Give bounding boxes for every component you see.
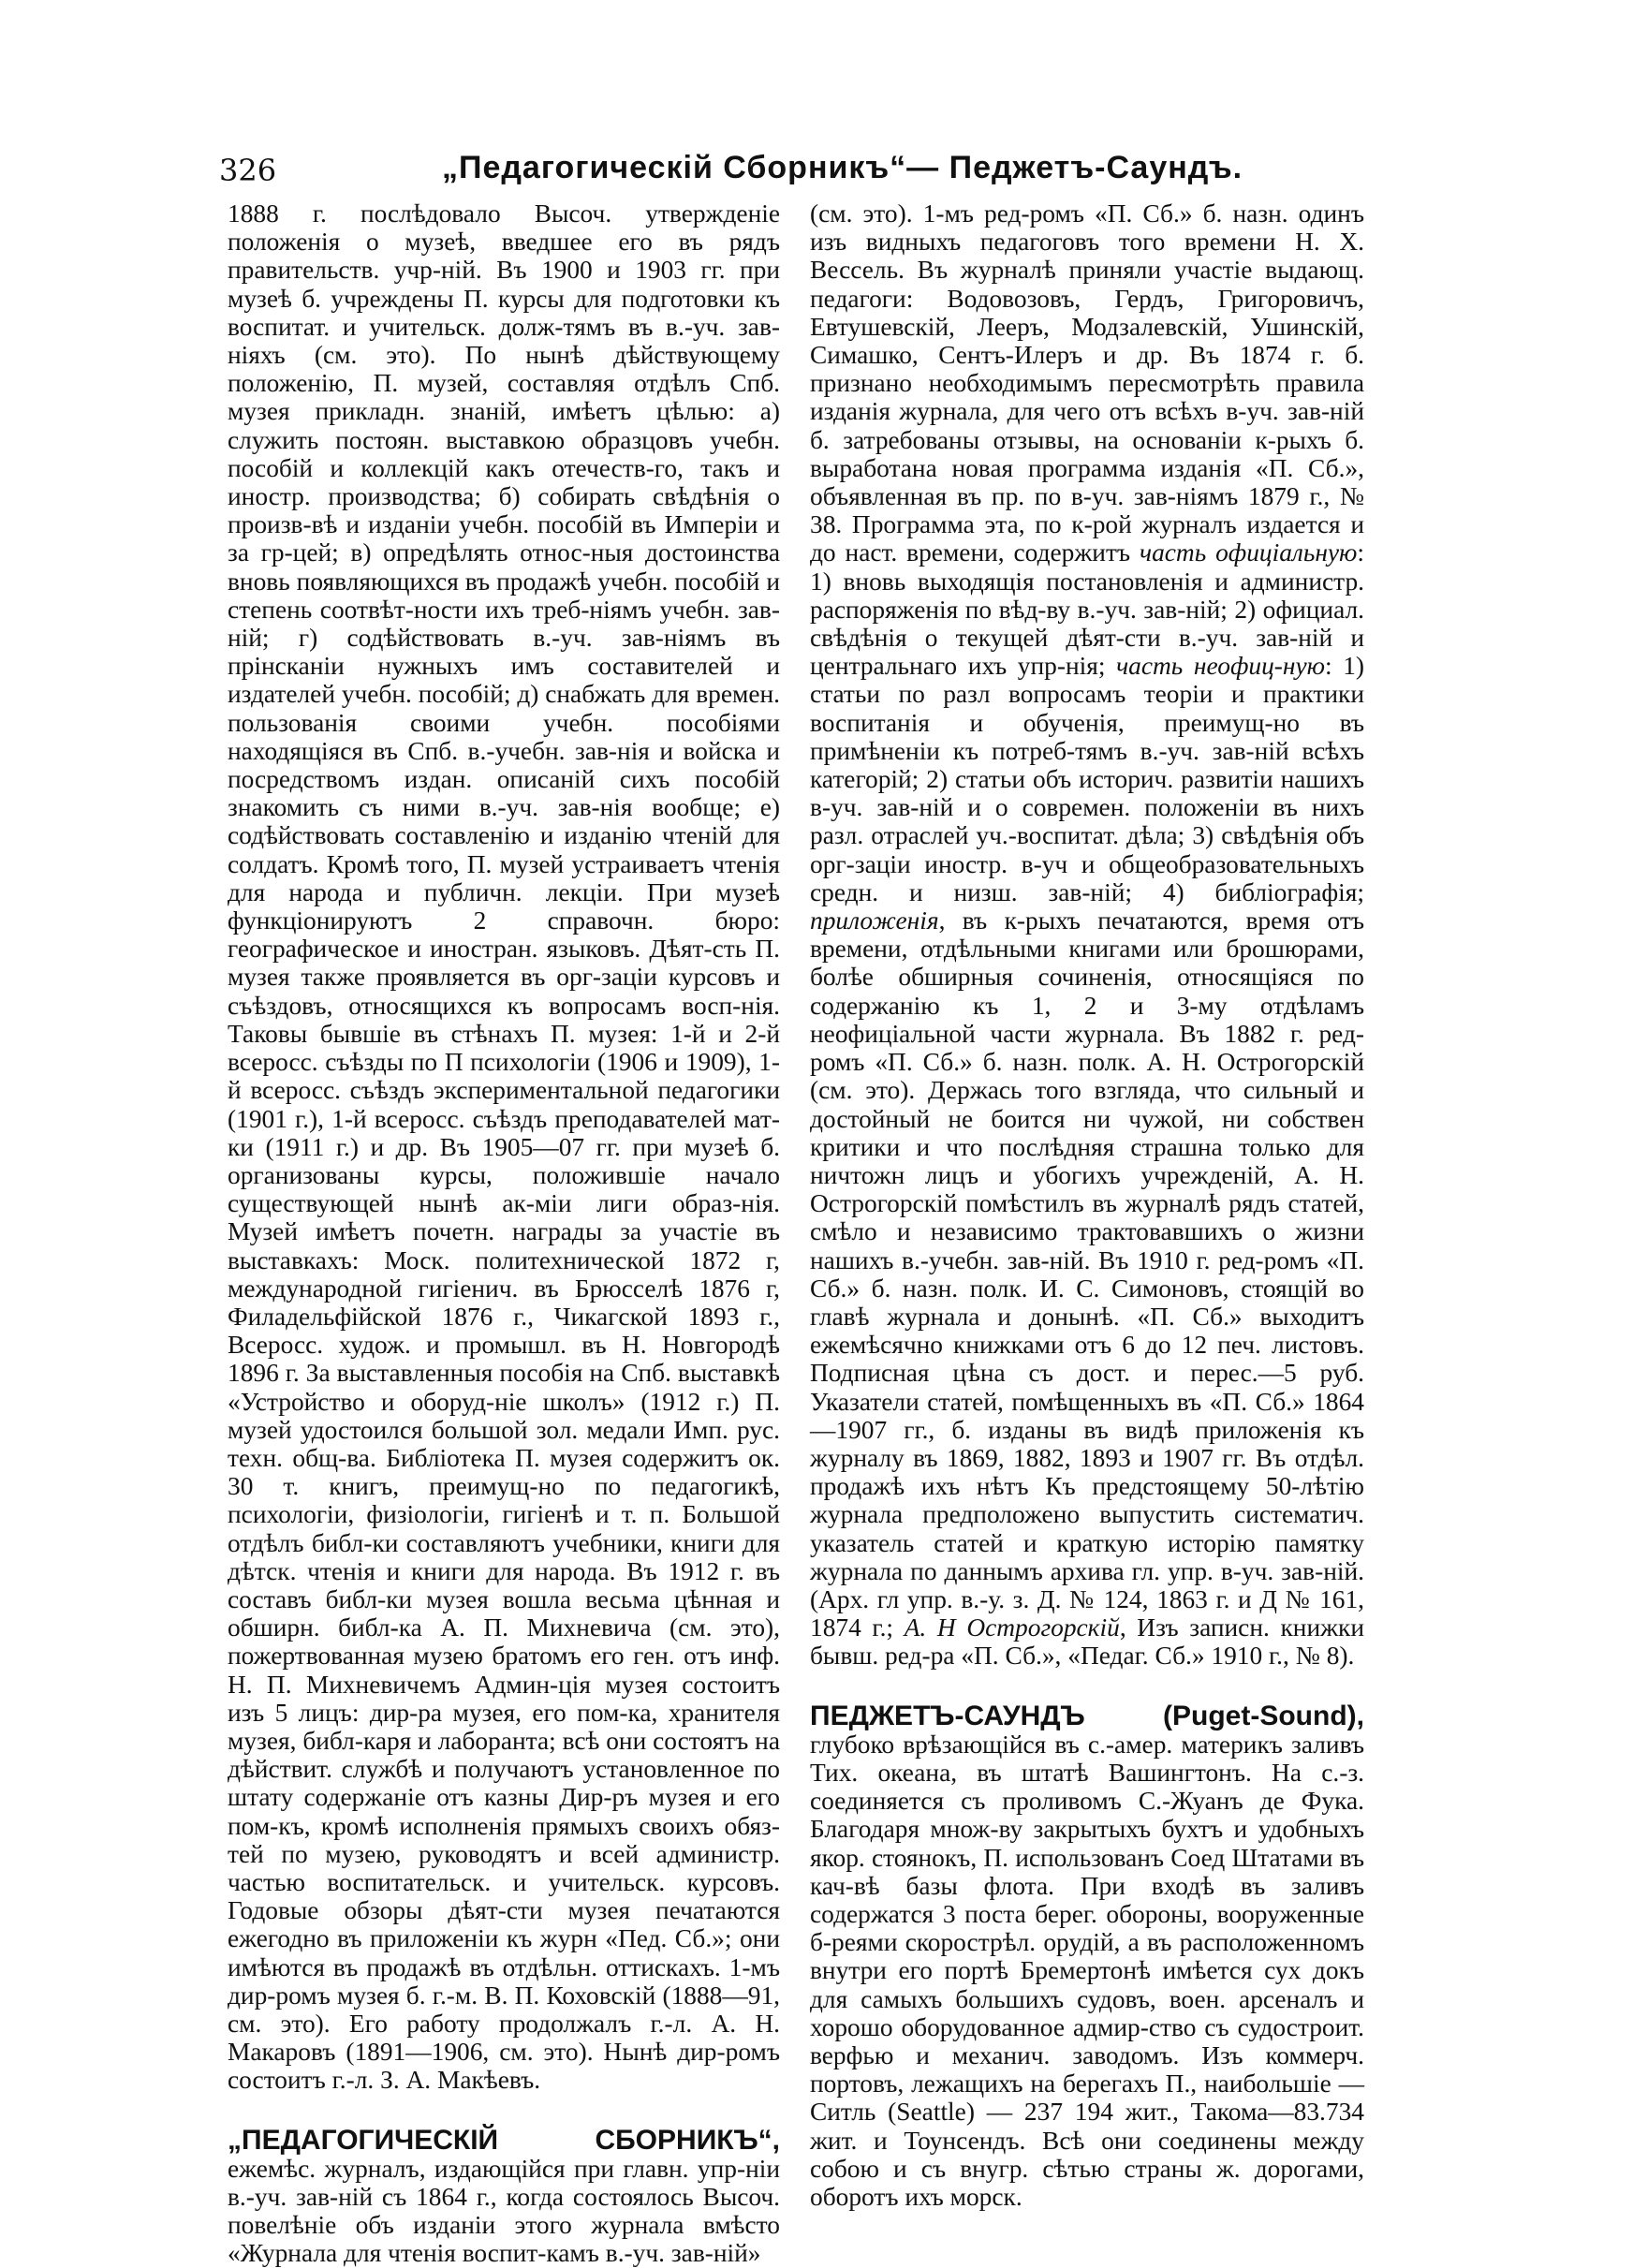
page-number: 326 (219, 153, 277, 188)
text-run: (см. это). 1-мъ ред-ромъ «П. Сб.» б. назн. одинъ изъ видныхъ педагоговъ того времени Н. Х. Вессель. Въ журналѣ приняли участіе выдающ. педагоги: Водовозовъ, Гердъ, Григоровичъ, Евтушевскій, Лееръ, Модзалевскій, Ушинскій, Симашко, Сентъ-Илеръ и др. Въ 1874 г. б. признано необходимымъ пересмотрѣть правила изданія журнала, для чего отъ всѣхъ в-уч. зав-ній б. затребованы отзывы, на основаніи к-рыхъ б. выработана новая программа изданія «П. Сб.», объявленная въ пр. по в-уч. зав-ніямъ 1879 г., № 38. Программа эта, по к-рой журналъ издается и до наст. времени, содержитъ (810, 199, 1364, 567)
article-puget-sound (810, 1702, 1364, 2212)
pedagogical-collection-continuation (810, 199, 1364, 1671)
right-column (810, 199, 1364, 2211)
headword-pedagogical-collection: „ПЕДАГОГИЧЕСКІЙ СБОРНИКЪ“, (228, 2124, 780, 2156)
italic-term: А. Н Острогорскій (904, 1613, 1120, 1642)
museum-article-continuation: 1888 г. послѣдовало Высоч. утвержденіе положенія о музеѣ, введшее его въ рядъ правительств. учр-ній. Въ 1900 и 1903 гг. при музеѣ б. учреждены П. курсы для подготовки къ воспитат. и учительск. долж-тямъ въ в.-уч. зав-ніяхъ (см. это). По нынѣ дѣйствующему положенію, П. музей, составляя отдѣлъ Спб. музея прикладн. знаній, имѣетъ цѣлью: а) служить постоян. выставкою образцовъ учебн. пособій и коллекцій какъ отечеств-го, такъ и иностр. производства; б) собирать свѣдѣнія о произв-вѣ и изданіи учебн. пособій въ Имперіи и за гр-цей; в) опредѣлять относ-ныя достоинства вновь появляющихся въ продажѣ учебн. пособій и степень соотвѣт-ности ихъ треб-ніямъ учебн. зав-ній; г) содѣйствовать в.-уч. зав-ніямъ въ прінсканіи нужныхъ имъ составителей и издателей учебн. пособій; д) снабжать для времен. пользованія своими учебн. пособіями находящіяся въ Спб. в.-учебн. зав-нія и войска и посредствомъ издан. описаній сихъ пособій знакомить съ ними в.-уч. зав-нія вообще; е) содѣйствовать составленію и изданію чтеній для солдатъ. Кромѣ того, П. музей устраиваетъ чтенія для народа и публичн. лекціи. При музеѣ функціонируютъ 2 справочн. бюро: географическое и иностран. языковъ. Дѣят-сть П. музея также проявляется въ орг-заціи курсовъ и съѣздовъ, относящихся къ вопросамъ восп-нія. Таковы бывшіе въ стѣнахъ П. музея: 1-й и 2-й всеросс. съѣзды по П психологіи (1906 и 1909), 1-й всеросс. съѣздъ экспериментальной педагогики (1901 г.), 1-й всеросс. съѣздъ преподавателей мат-ки (1911 г.) и др. Въ 1905—07 гг. при музеѣ б. организованы курсы, положившіе начало существующей нынѣ ак-міи лиги образ-нія. Музей имѣетъ почетн. награды за участіе въ выставкахъ: Моск. политехнической 1872 г, международной гигіенич. въ Брюсселѣ 1876 г, Филадельфійской 1876 г., Чикагской 1893 г., Всеросс. худож. и промышл. въ Н. Новгородѣ 1896 г. За выставленныя пособія на Спб. выставкѣ «Устройство и оборуд-ніе школъ» (1912 г.) П. музей удостоился большой зол. медали Имп. рус. техн. общ-ва. Библіотека П. музея содержитъ ок. 30 т. книгъ, преимущ-но по педагогикѣ, психологіи, физіологіи, гигіенѣ и т. п. Большой отдѣлъ библ-ки составляютъ учебники, книги для дѣтск. чтенія и книги для народа. Въ 1912 г. въ составъ библ-ки музея вошла весьма цѣнная и обширн. библ-ка А. П. Михневича (см. это), пожертвованная музею братомъ его ген. отъ инф. Н. П. Михневичемъ Админ-ція музея состоитъ изъ 5 лицъ: дир-ра музея, его пом-ка, хранителя музея, библ-каря и лаборанта; всѣ они состоятъ на дѣйствит. службѣ и получаютъ установленное по штату содержаніе отъ казны Дир-ръ музея и его пом-къ, кромѣ исполненія прямыхъ своихъ обяз-тей по музею, руководятъ и всей администр. частью воспитательск. и учительск. курсовъ. Годовые обзоры дѣят-сти музея печатаются ежегодно въ приложеніи къ журн «Пед. Сб.»; они имѣются въ продажѣ въ отдѣльн. оттискахъ. 1-мъ дир-ромъ музея б. г.-м. В. П. Коховскій (1888—91, см. это). Его работу продолжалъ г.-л. А. Н. Макаровъ (1891—1906, см. это). Нынѣ дир-ромъ состоитъ г.-л. З. А. Макѣевъ. (228, 199, 780, 2095)
left-column (228, 199, 780, 2268)
article-body: глубоко врѣзающійся въ с.-амер. материкъ заливъ Тих. океана, въ штатѣ Вашингтонъ. На с.-з. соединяется съ проливомъ С.-Жуанъ де Фука. Благодаря множ-ву закрытыхъ бухтъ и удобныхъ якор. стоянокъ, П. использованъ Соед Штатами въ кач-вѣ базы флота. При входѣ въ заливъ содержатся 3 поста берег. обороны, вооруженные б-реями скорострѣл. орудій, а въ расположенномъ внутри его портѣ Бремертонѣ имѣется сух докъ для самыхъ большихъ судовъ, воен. арсеналъ и хорошо оборудованное адмир-ство съ судостроит. верфью и механич. заводомъ. Изъ коммерч. портовъ, лежащихъ на берегахъ П., наибольшіе — Ситль (Seattle) — 237 194 жит., Такома—83.734 жит. и Тоунсендъ. Всѣ они соединены между собою и съ внугр. сѣтью страны ж. дорогами, оборотъ ихъ морск. (810, 1730, 1364, 2212)
italic-term: приложенія (810, 906, 939, 935)
italic-term: часть неофиц-ную (1116, 652, 1325, 681)
text-run: , Изъ записн. книжки бывш. ред-ра «П. Сб.», «Педаг. Сб.» 1910 г., № 8). (810, 1613, 1365, 1671)
text-run: : 1) статьи по разл вопросамъ теоріи и практики воспитанія и обученія, преимущ-но въ примѣненіи къ потреб-тямъ в.-уч. зав-ній всѣхъ категорій; 2) статьи объ историч. развитіи нашихъ в-уч. зав-ній и о современ. положеніи въ нихъ разл. отраслей уч.-воспитат. дѣла; 3) свѣдѣнія объ орг-заціи иностр. в-уч и общеобразовательныхъ средн. и низш. зав-ній; 4) библіографія; (810, 652, 1365, 906)
headword-puget-sound: ПЕДЖЕТЪ-САУНДЪ (Puget-Sound), (810, 1700, 1364, 1731)
text-run: : 1) вновь выходящія постановленія и администр. распоряженія по вѣд-ву в.-уч. зав-ній; 2) официал. свѣдѣнія о текущей дѣят-сти в.-уч. зав-ній и центральнаго ихъ упр-нія; (810, 538, 1364, 681)
article-pedagogical-collection (228, 2124, 780, 2268)
italic-term: часть офиціальную (1140, 538, 1358, 567)
article-body: ежемѣс. журналъ, издающійся при главн. упр-ніи в.-уч. зав-ній съ 1864 г., когда состоялось Высоч. повелѣніе объ изданіи этого журнала вмѣсто «Журнала для чтенія воспит-камъ в.-уч. зав-ній» (228, 2154, 780, 2268)
running-head: „Педагогическій Сборникъ“— Педжетъ-Саундъ. (442, 150, 1243, 185)
text-run: , въ к-рыхъ печатаются, время отъ времени, отдѣльными книгами или брошюрами, болѣе обширныя сочиненія, относящіяся по содержанію къ 1, 2 и 3-му отдѣламъ неофиціальной части журнала. Въ 1882 г. ред-ромъ «П. Сб.» б. назн. полк. А. Н. Острогорскій (см. это). Держась того взгляда, что сильный и достойный не боится ни чужой, ни собствен критики и что послѣдняя страшна только для ничтожн лицъ и убогихъ учрежденій, А. Н. Острогорскій помѣстилъ въ журналѣ рядъ статей, смѣло и независимо трактовавшихъ о жизни нашихъ в.-учебн. зав-ній. Въ 1910 г. ред-ромъ «П. Сб.» б. назн. полк. И. С. Симоновъ, стоящій во главѣ журнала и донынѣ. «П. Сб.» выходитъ ежемѣсячно книжками отъ 6 до 12 печ. листовъ. Подписная цѣна съ дост. и перес.—5 руб. Указатели статей, помѣщенныхъ въ «П. Сб.» 1864—1907 гг., б. изданы въ видѣ приложенія къ журналу въ 1869, 1882, 1893 и 1907 гг. Въ отдѣл. продажѣ ихъ нѣтъ Къ предстоящему 50-лѣтію журнала предположено выпустить систематич. указатель статей и краткую исторію памятку журнала по даннымъ архива гл. упр. в-уч. зав-ній. (Арх. гл упр. в.-у. з. Д. № 124, 1863 г. и Д № 161, 1874 г.; (810, 906, 1364, 1642)
